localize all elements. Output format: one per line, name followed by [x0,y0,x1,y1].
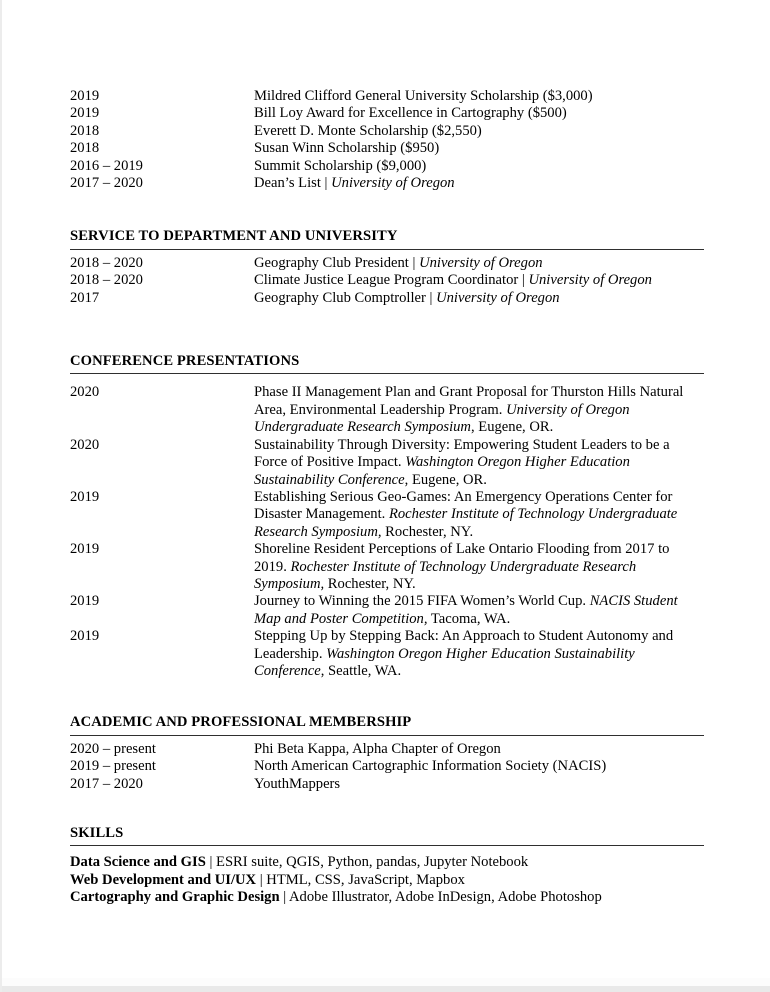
cv-entry-row [70,437,704,489]
entry-date: 2017 – 2020 [70,175,143,192]
entry-date: 2019 [70,488,100,505]
cv-entry-row [70,88,704,105]
cv-entry-row [70,140,704,157]
cv-entry-row [70,105,704,122]
entry-text: Shoreline Resident Perceptions of Lake Ontario Flooding from 2017 to 2019. Rochester Institute of Technology Undergraduate Research Symposium, Rochester, NY. [254,541,670,592]
entry-text: Phi Beta Kappa, Alpha Chapter of Oregon [254,740,501,757]
service-entries [70,255,704,307]
cv-page-content [2,0,704,907]
entry-text: North American Cartographic Information Society (NACIS) [254,758,607,775]
entry-text: Cartography and Graphic Design | Adobe Illustrator, Adobe InDesign, Adobe Photoshop [70,889,602,906]
entry-text: Stepping Up by Stepping Back: An Approach to Student Autonomy and Leadership. Washington Oregon Higher Education Sustainability Conference, Seattle, WA. [254,628,674,679]
cv-entry-row [70,175,704,192]
entry-date: 2019 [70,88,100,104]
entry-text: Establishing Serious Geo-Games: An Emergency Operations Center for Disaster Management. Rochester Institute of Technology Undergraduate Research Symposium, Rochester, NY. [254,488,678,540]
entry-text: Data Science and GIS | ESRI suite, QGIS, Python, pandas, Jupyter Notebook [70,854,529,871]
entry-text: Bill Loy Award for Excellence in Cartography ($500) [254,105,567,122]
skill-line [70,872,704,889]
cv-entry-row [70,158,704,175]
conference-entries [70,384,704,680]
section-heading-conference: CONFERENCE PRESENTATIONS [70,353,704,374]
entry-date: 2017 – 2020 [70,775,143,792]
entry-date: 2018 [70,122,100,139]
entry-text: Web Development and UI/UX | HTML, CSS, JavaScript, Mapbox [70,871,465,888]
cv-entry-row [70,489,704,541]
entry-text: Mildred Clifford General University Scholarship ($3,000) [254,88,593,104]
page-bottom-fade [2,978,770,986]
entry-text: Geography Club Comptroller | University of Oregon [254,289,560,306]
skill-line [70,854,704,871]
membership-entries [70,741,704,793]
cv-entry-row [70,628,704,680]
entry-date: 2018 – 2020 [70,254,143,271]
entry-text: Everett D. Monte Scholarship ($2,550) [254,122,482,139]
viewer-page-edge [2,986,770,992]
section-service [70,228,704,307]
entry-text: YouthMappers [254,775,341,792]
entry-date: 2019 [70,593,100,610]
entry-date: 2019 – present [70,758,156,775]
entry-date: 2019 [70,628,100,645]
entry-text: Dean’s List | University of Oregon [254,175,455,192]
cv-entry-row [70,384,704,436]
section-awards-continued [70,88,704,192]
entry-date: 2019 [70,541,100,558]
section-heading-service: SERVICE TO DEPARTMENT AND UNIVERSITY [70,228,704,249]
cv-entry-row [70,758,704,775]
entry-text: Phase II Management Plan and Grant Proposal for Thurston Hills Natural Area, Environmental Leadership Program. University of Oregon Undergraduate Research Symposium, Eugene, OR. [254,384,684,436]
cv-entry-row [70,255,704,272]
cv-entry-row [70,272,704,289]
entry-text: Journey to Winning the 2015 FIFA Women’s World Cup. NACIS Student Map and Poster Competition, Tacoma, WA. [254,593,678,627]
entry-date: 2019 [70,105,100,122]
entry-date: 2017 [70,289,100,306]
cv-entry-row [70,741,704,758]
entry-text: Susan Winn Scholarship ($950) [254,140,440,157]
skills-entries [70,854,704,906]
entry-date: 2016 – 2019 [70,157,143,174]
entry-date: 2020 – present [70,740,156,757]
entry-text: Climate Justice League Program Coordinator | University of Oregon [254,272,652,289]
entry-date: 2018 [70,140,100,157]
section-heading-membership: ACADEMIC AND PROFESSIONAL MEMBERSHIP [70,714,704,735]
entry-date: 2020 [70,436,100,453]
section-membership [70,714,704,793]
section-skills [70,825,704,907]
cv-entry-row [70,541,704,593]
entry-text: Geography Club President | University of Oregon [254,254,543,271]
entry-text: Sustainability Through Diversity: Empowering Student Leaders to be a Force of Positive Impact. Washington Oregon Higher Education Sustainability Conference, Eugene, OR. [254,436,670,488]
section-conference-presentations [70,353,704,680]
cv-entry-row [70,593,704,628]
section-heading-skills: SKILLS [70,825,704,846]
cv-entry-row [70,123,704,140]
awards-entries [70,88,704,192]
cv-entry-row [70,290,704,307]
cv-entry-row [70,776,704,793]
entry-date: 2018 – 2020 [70,272,143,289]
entry-text: Summit Scholarship ($9,000) [254,157,427,174]
entry-date: 2020 [70,384,100,401]
skill-line [70,889,704,906]
